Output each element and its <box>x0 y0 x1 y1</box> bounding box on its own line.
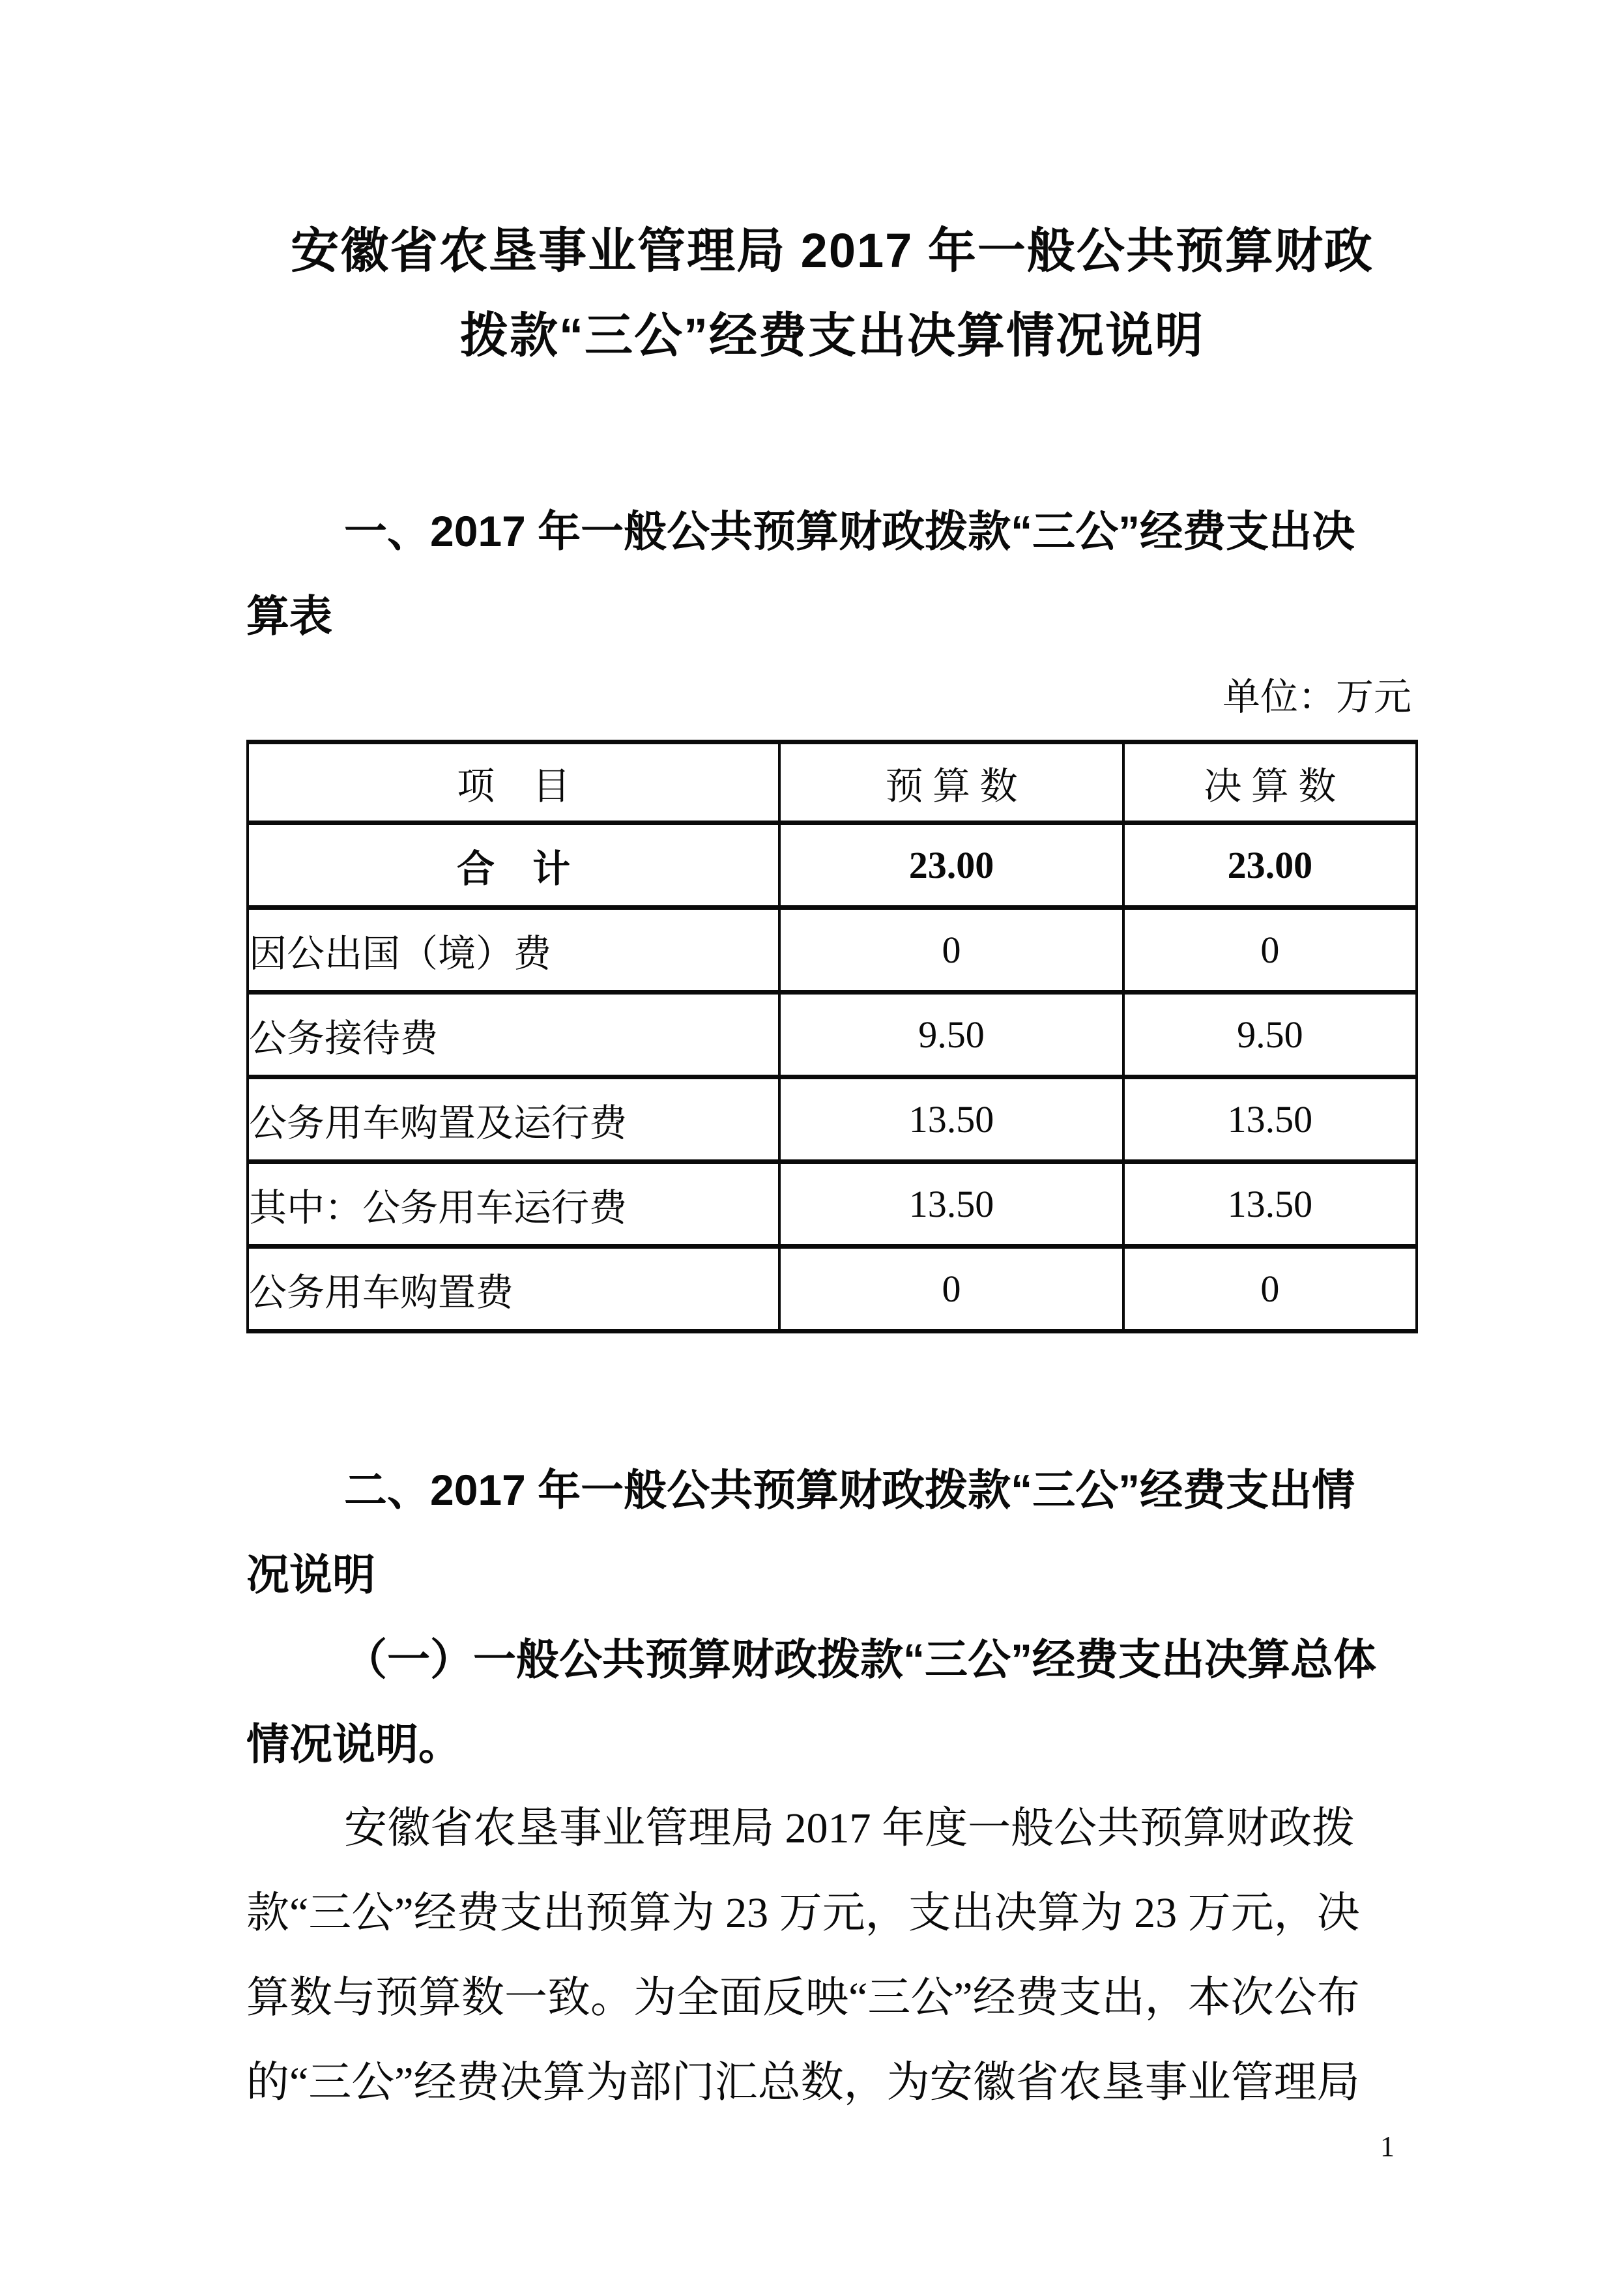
final-cell: 0 <box>1123 908 1417 993</box>
title-line-1: 安徽省农垦事业管理局 2017 年一般公共预算财政 <box>291 224 1374 278</box>
section-1-heading-line-1: 一、2017 年一般公共预算财政拨款“三公”经费支出决 <box>344 507 1355 555</box>
page-number: 1 <box>1380 2130 1395 2162</box>
paragraph-line-3: 算数与预算数一致。为全面反映“三公”经费支出，本次公布 <box>246 1974 1360 2022</box>
paragraph-line-4: 的“三公”经费决算为部门汇总数，为安徽省农垦事业管理局 <box>246 2059 1360 2106</box>
item-cell: 公务用车购置费 <box>248 1247 779 1331</box>
final-cell: 0 <box>1123 1247 1417 1331</box>
budget-cell: 9.50 <box>779 993 1123 1077</box>
budget-cell: 0 <box>779 1247 1123 1331</box>
budget-cell: 13.50 <box>779 1077 1123 1162</box>
col-header-budget: 预 算 数 <box>779 742 1123 823</box>
subsection-1-line-1: （一）一般公共预算财政拨款“三公”经费支出决算总体 <box>344 1635 1376 1683</box>
item-cell: 合 计 <box>248 823 779 908</box>
subsection-1-line-2: 情况说明。 <box>246 1720 461 1768</box>
item-cell: 因公出国（境）费 <box>248 908 779 993</box>
item-cell: 公务接待费 <box>248 993 779 1077</box>
budget-cell: 23.00 <box>779 823 1123 908</box>
final-cell: 23.00 <box>1123 823 1417 908</box>
table-row-abroad-fee <box>248 908 1417 993</box>
budget-cell: 13.50 <box>779 1162 1123 1247</box>
table-row-total <box>248 823 1417 908</box>
final-cell: 9.50 <box>1123 993 1417 1077</box>
final-cell: 13.50 <box>1123 1162 1417 1247</box>
table-row-reception-fee <box>248 993 1417 1077</box>
final-cell: 13.50 <box>1123 1077 1417 1162</box>
table-row-vehicle-operation <box>248 1162 1417 1247</box>
section-2-heading-line-1: 二、2017 年一般公共预算财政拨款“三公”经费支出情 <box>344 1466 1355 1514</box>
unit-label: 单位：万元 <box>1222 676 1411 718</box>
body-paragraph <box>246 1786 1418 2125</box>
section-1-heading-line-2: 算表 <box>246 592 332 640</box>
table-header-row <box>248 742 1417 823</box>
budget-cell: 0 <box>779 908 1123 993</box>
item-cell: 其中：公务用车运行费 <box>248 1162 779 1247</box>
expense-table <box>246 740 1418 1333</box>
title-line-2: 拨款“三公”经费支出决算情况说明 <box>460 308 1204 362</box>
paragraph-line-2: 款“三公”经费支出预算为 23 万元，支出决算为 23 万元，决 <box>246 1889 1360 1937</box>
paragraph-line-1: 安徽省农垦事业管理局 2017 年度一般公共预算财政拨 <box>344 1805 1355 1852</box>
col-header-final: 决 算 数 <box>1123 742 1417 823</box>
col-header-item: 项 目 <box>248 742 779 823</box>
table-row-vehicle-purchase <box>248 1247 1417 1331</box>
document-title <box>246 209 1418 378</box>
item-cell: 公务用车购置及运行费 <box>248 1077 779 1162</box>
section-2-heading <box>246 1447 1418 1617</box>
table-row-vehicle-total <box>248 1077 1417 1162</box>
section-1-heading <box>246 489 1418 658</box>
section-2-heading-line-2: 况说明 <box>246 1550 375 1599</box>
subsection-1-heading <box>246 1617 1418 1786</box>
